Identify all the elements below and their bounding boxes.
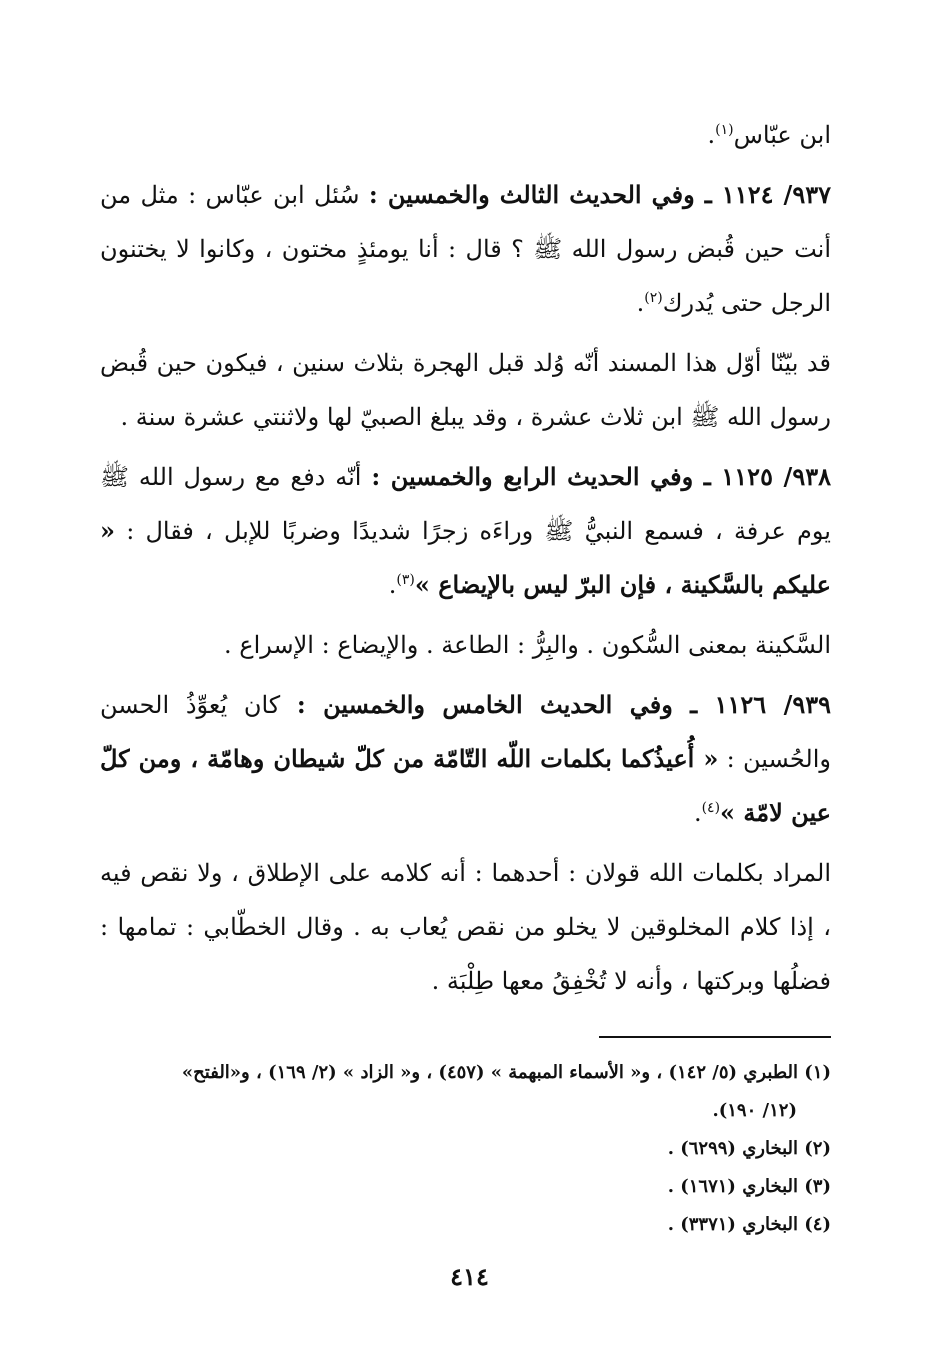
hadith-939-end: . [693, 799, 702, 827]
footnotes [100, 1054, 831, 1244]
hadith-938-body: أنّه دفع مع رسول الله ﷺ يوم عرفة ، فسمع النبيُّ ﷺ وراءَه زجرًا شديدًا وضربًا للإبل ، فقال : [100, 463, 831, 545]
hadith-937-end: . [636, 289, 645, 317]
paragraph-hadith-937 [100, 168, 831, 330]
footnote-4: (٤) البخاري (٣٣٧١) . [667, 1214, 831, 1235]
hadith-939-body: كان يُعوِّذُ الحسن والحُسين : [100, 691, 831, 773]
hadith-939-quote: « أُعيذُكما بكلمات اللّه التّامّة من كلّ شيطان وهامّة ، ومن كلّ عين لامّة » [100, 744, 831, 827]
paragraph-hadith-939 [100, 678, 831, 840]
footnote-ref-3: (٣) [396, 572, 415, 588]
page-number: ٤١٤ [450, 1262, 489, 1291]
hadith-938-end: . [388, 571, 397, 599]
footnote-separator [599, 1036, 831, 1038]
hadith-938-quote: « عليكم بالسَّكينة ، فإن البرّ ليس بالإيضاع » [100, 516, 831, 599]
paragraph-commentary-937: قد بيّنّا أوّل هذا المسند أنّه وُلد قبل الهجرة بثلاث سنين ، فيكون حين قُبض رسول الله ﷺ ابن ثلاث عشرة ، وقد يبلغ الصبيّ لها ولاثنتي عشرة سنة . [100, 349, 831, 431]
footnote-3: (٣) البخاري (١٦٧١) . [667, 1176, 831, 1197]
footnote-2: (٢) البخاري (٦٢٩٩) . [667, 1138, 831, 1159]
main-text [100, 108, 831, 1008]
paragraph-commentary-938: السَّكينة بمعنى السُّكون . والبِرُّ : الطاعة . والإيضاع : الإسراع . [223, 631, 831, 659]
footnote-1-continuation: (١٢/ ١٩٠). [712, 1100, 797, 1121]
hadith-937-heading: ٩٣٧/ ١١٢٤ ـ وفي الحديث الثالث والخمسين : [368, 180, 831, 209]
hadith-938-heading: ٩٣٨/ ١١٢٥ ـ وفي الحديث الرابع والخمسين : [371, 462, 831, 491]
footnote-ref-1: (١) [715, 122, 734, 138]
paragraph-hadith-938 [100, 450, 831, 612]
footnote-separator-wrap [100, 1008, 831, 1054]
footnote-ref-2: (٢) [644, 290, 663, 306]
footnote-1: (١) الطبري (٥/ ١٤٢) ، و« الأسماء المبهمة » (٤٥٧) ، و« الزاد » (٢/ ١٦٩) ، و«الفتح» [181, 1062, 831, 1083]
paragraph-0 [100, 108, 831, 162]
hadith-939-heading: ٩٣٩/ ١١٢٦ ـ وفي الحديث الخامس والخمسين : [296, 690, 832, 719]
hadith-937-body: سُئل ابن عبّاس : مثل من أنت حين قُبض رسول الله ﷺ ؟ قال : أنا يومئذٍ مختون ، وكانوا لا يختنون الرجل حتى يُدرك [100, 181, 831, 317]
paragraph-0-end: . [707, 121, 716, 149]
paragraph-commentary-939: المراد بكلمات الله قولان : أحدهما : أنه كلامه على الإطلاق ، ولا نقص فيه ، إذا كلام المخلوقين لا يخلو من نقص يُعاب به . وقال الخطّابي : تمامها : فضلُها وبركتها ، وأنه لا تُخْفِقُ معها طِلْبَة . [100, 859, 831, 995]
paragraph-0-text: ابن عبّاس [733, 121, 831, 149]
footnote-ref-4: (٤) [701, 800, 721, 816]
